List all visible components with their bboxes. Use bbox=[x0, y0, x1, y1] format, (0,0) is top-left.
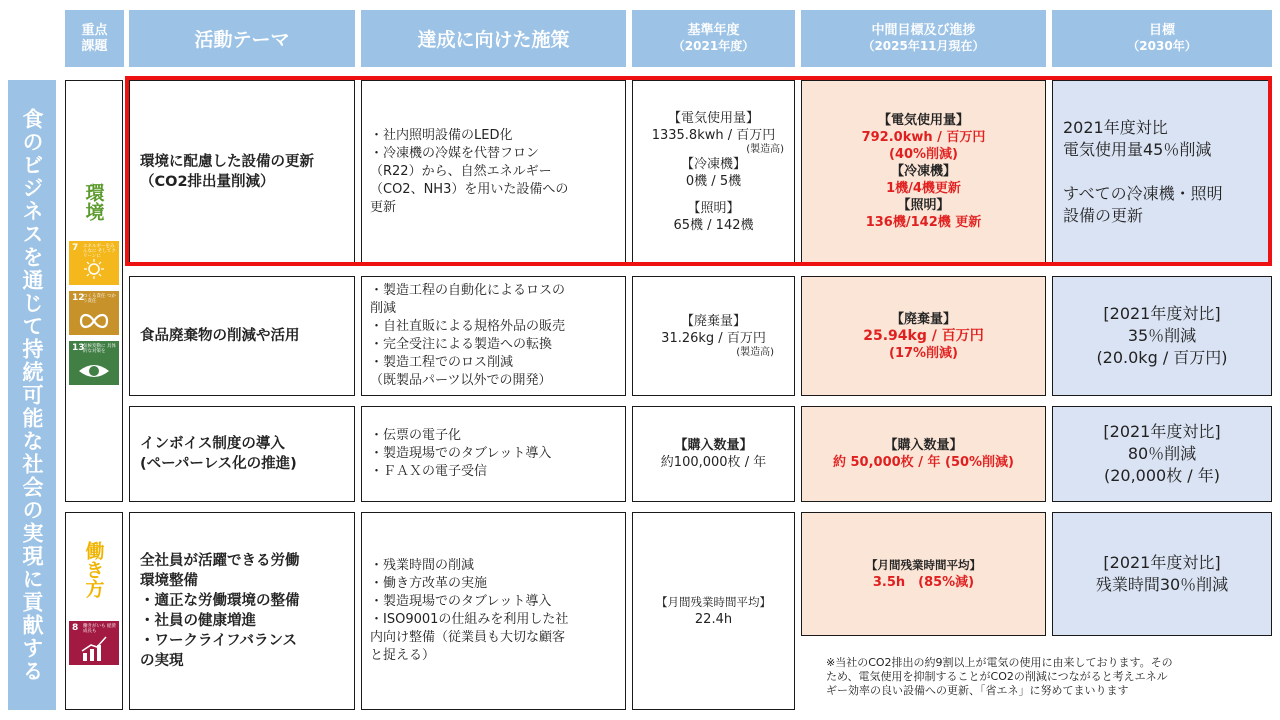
row1-base-line: 65機 / 142機 bbox=[673, 217, 754, 233]
row2-base bbox=[632, 276, 795, 396]
header-goal bbox=[1052, 10, 1272, 67]
row4-goal bbox=[1052, 512, 1272, 636]
row1-goal bbox=[1052, 80, 1272, 263]
row1-mid-line: 【電気使用量】 bbox=[877, 113, 969, 128]
row2-theme-line1: 食品廃棄物の削減や活用 bbox=[140, 328, 300, 344]
row4-measure-line: ・製造現場でのタブレット導入 bbox=[370, 594, 552, 609]
row2-goal bbox=[1052, 276, 1272, 396]
header-mid-line2: （2025年11月現在） bbox=[862, 39, 985, 53]
row1-base-line: (製造高) bbox=[746, 143, 784, 155]
header-theme: 活動テーマ bbox=[129, 10, 355, 67]
row3-theme bbox=[129, 406, 355, 502]
header-priority-line1: 重点 bbox=[81, 22, 108, 38]
category-environment-label bbox=[66, 183, 121, 221]
row1-measure-line: 更新 bbox=[370, 199, 397, 215]
row2-mid bbox=[801, 276, 1046, 396]
sdg-13-number: 13 bbox=[72, 343, 85, 353]
footnote-line: ※当社のCO2排出の約9割以上が電気の使用に由来しております。その bbox=[826, 656, 1173, 669]
row1-measure-line: （CO2、NH3）を用いた設備への bbox=[370, 181, 569, 197]
row2-mid-line: (17%削減) bbox=[889, 345, 958, 361]
category-environment-text: 環境 bbox=[82, 183, 105, 221]
row3-mid bbox=[801, 406, 1046, 502]
row1-goal-line: 設備の更新 bbox=[1063, 205, 1144, 225]
row1-theme-line2: （CO2排出量削減） bbox=[140, 173, 275, 190]
footnote-line: ため、電気使用を抑制することがCO2の削減につながると考えエネル bbox=[826, 670, 1168, 683]
row4-measure-line: 内向け整備（従業員も大切な顧客 bbox=[370, 630, 566, 645]
row4-theme-line: ・社員の健康増進 bbox=[140, 613, 256, 629]
row2-goal-line: (20.0kg / 百万円) bbox=[1096, 348, 1228, 367]
header-base-line1: 基準年度 bbox=[687, 23, 740, 38]
sdg-13-text: 気候変動に 具体的な対策を bbox=[83, 344, 116, 354]
row1-mid-line: 【冷凍機】 bbox=[890, 164, 956, 179]
row3-goal bbox=[1052, 406, 1272, 502]
row1-base-line: 0機 / 5機 bbox=[685, 173, 742, 189]
header-mid bbox=[801, 10, 1046, 67]
row4-base-line: 【月間残業時間平均】 bbox=[656, 595, 771, 609]
header-base-line2: （2021年度） bbox=[672, 39, 755, 53]
sdg-8-number: 8 bbox=[72, 623, 79, 633]
row1-mid bbox=[801, 80, 1046, 263]
row1-measure-line: （R22）から、自然エネルギー bbox=[370, 163, 552, 179]
row4-theme bbox=[129, 512, 355, 710]
row4-theme-line: 環境整備 bbox=[140, 573, 198, 589]
row4-goal-line: 残業時間30％削減 bbox=[1095, 575, 1229, 594]
row1-base-line: 1335.8kwh / 百万円 bbox=[651, 127, 776, 143]
row1-mid-line: 【照明】 bbox=[897, 198, 950, 213]
sidebar-title bbox=[8, 80, 56, 710]
header-mid-line1: 中間目標及び進捗 bbox=[871, 23, 976, 38]
row2-measures bbox=[361, 276, 626, 396]
category-workstyle bbox=[65, 512, 123, 710]
header-base bbox=[632, 10, 795, 67]
row1-theme bbox=[129, 80, 355, 263]
row2-goal-line: [2021年度対比] bbox=[1103, 304, 1221, 323]
growth-chart-icon bbox=[69, 621, 119, 665]
row2-base-line: (製造高) bbox=[736, 347, 774, 358]
category-workstyle-text: 働き方 bbox=[82, 541, 105, 598]
row2-base-line: 31.26kg / 百万円 bbox=[661, 331, 766, 346]
row4-base bbox=[632, 512, 795, 710]
row1-theme-line1: 環境に配慮した設備の更新 bbox=[140, 153, 314, 170]
category-workstyle-label bbox=[66, 541, 121, 598]
row3-measure-line: ・製造現場でのタブレット導入 bbox=[370, 446, 552, 461]
row3-goal-line: 80％削減 bbox=[1127, 444, 1197, 463]
row3-measure-line: ・ＦＡＸの電子受信 bbox=[370, 464, 488, 479]
row2-mid-line: 【廃棄量】 bbox=[890, 311, 956, 327]
row4-measure-line: ・残業時間の削減 bbox=[370, 558, 475, 573]
sdg-8-text: 働きがいも 経済成長も bbox=[83, 624, 116, 634]
row1-goal-line: すべての冷凍機・照明 bbox=[1063, 183, 1223, 203]
row2-measure-line: ・製造工程でのロス削減 bbox=[370, 355, 514, 370]
footnote bbox=[826, 656, 1272, 698]
header-goal-line2: （2030年） bbox=[1127, 39, 1197, 53]
header-goal-line1: 目標 bbox=[1148, 23, 1175, 38]
row3-base-line: 【購入数量】 bbox=[674, 438, 753, 453]
row3-goal-line: (20,000枚 / 年) bbox=[1103, 466, 1221, 485]
row1-mid-line: 136機/142機 更新 bbox=[865, 215, 982, 230]
sdg-7-number: 7 bbox=[72, 243, 79, 253]
row1-base-line: 【照明】 bbox=[687, 200, 740, 216]
row3-theme-line1: インボイス制度の導入 bbox=[140, 436, 285, 452]
sun-icon bbox=[69, 241, 119, 285]
header-measures: 達成に向けた施策 bbox=[361, 10, 626, 67]
row3-mid-line: 【購入数量】 bbox=[884, 438, 963, 453]
row4-theme-line: 全社員が活躍できる労働 bbox=[140, 553, 300, 569]
row4-measures bbox=[361, 512, 626, 710]
row2-goal-line: 35％削減 bbox=[1127, 326, 1197, 345]
header-priority bbox=[65, 10, 124, 67]
infinity-icon bbox=[69, 291, 119, 335]
row3-base bbox=[632, 406, 795, 502]
sdg-7-text: エネルギーをみんなに そしてクリーンに bbox=[83, 244, 116, 259]
row1-base-line: 【電気使用量】 bbox=[667, 110, 759, 126]
row1-mid-line: (40%削減) bbox=[889, 147, 958, 162]
sdg-13-badge bbox=[69, 341, 119, 385]
row2-measure-line: （既製品パーツ以外での開発） bbox=[370, 373, 552, 388]
sdg-12-number: 12 bbox=[72, 293, 85, 303]
row4-theme-line: の実現 bbox=[140, 653, 184, 669]
row1-base-line: 【冷凍機】 bbox=[680, 156, 746, 172]
row1-goal-line: 2021年度対比 bbox=[1063, 117, 1168, 137]
row3-mid-line: 約 50,000枚 / 年 (50%削減) bbox=[832, 455, 1015, 470]
row2-measure-line: ・自社直販による規格外品の販売 bbox=[370, 319, 566, 334]
row4-theme-line: ・適正な労働環境の整備 bbox=[140, 593, 300, 609]
row4-mid bbox=[801, 512, 1046, 636]
row2-measure-line: 削減 bbox=[370, 301, 397, 316]
sdg-7-badge bbox=[69, 241, 119, 285]
row4-mid-line: 【月間残業時間平均】 bbox=[866, 558, 981, 572]
row1-measure-line: ・冷凍機の冷媒を代替フロン bbox=[370, 145, 540, 161]
row4-measure-line: ・ISO9001の仕組みを利用した社 bbox=[370, 612, 569, 627]
row1-goal-line: 電気使用量45％削減 bbox=[1063, 139, 1212, 159]
row4-mid-line: 3.5h (85%減) bbox=[872, 575, 975, 590]
row3-measures bbox=[361, 406, 626, 502]
row2-base-line: 【廃棄量】 bbox=[680, 314, 746, 329]
row3-base-line: 約100,000枚 / 年 bbox=[660, 455, 767, 470]
row1-mid-line: 1機/4機更新 bbox=[886, 181, 961, 196]
sdg-12-badge bbox=[69, 291, 119, 335]
sdg-12-text: つくる責任 つかう責任 bbox=[83, 294, 116, 304]
footnote-line: ギー効率の良い設備への更新、「省エネ」に努めてまいります bbox=[826, 684, 1129, 697]
row4-theme-line: ・ワークライフバランス bbox=[140, 633, 298, 649]
row3-goal-line: [2021年度対比] bbox=[1103, 422, 1221, 441]
row2-measure-line: ・完全受注による製造への転換 bbox=[370, 337, 553, 352]
row1-measure-line: ・社内照明設備のLED化 bbox=[370, 127, 513, 143]
row1-mid-line: 792.0kwh / 百万円 bbox=[861, 130, 986, 145]
row3-measure-line: ・伝票の電子化 bbox=[370, 428, 462, 443]
sidebar-title-text: 食のビジネスを通じて持続可能な社会の実現に貢献する bbox=[20, 107, 44, 683]
row4-base-line: 22.4h bbox=[694, 612, 733, 627]
row4-measure-line: と捉える） bbox=[370, 648, 436, 663]
row2-theme bbox=[129, 276, 355, 396]
header-priority-line2: 課題 bbox=[81, 38, 108, 54]
row2-mid-line: 25.94kg / 百万円 bbox=[863, 327, 984, 344]
row1-base bbox=[632, 80, 795, 263]
row2-measure-line: ・製造工程の自動化によるロスの bbox=[370, 283, 566, 298]
eye-earth-icon bbox=[69, 341, 119, 385]
row3-theme-line2: (ペーパーレス化の推進) bbox=[140, 456, 297, 472]
row4-goal-line: [2021年度対比] bbox=[1103, 553, 1221, 572]
sdg-8-badge bbox=[69, 621, 119, 665]
row4-measure-line: ・働き方改革の実施 bbox=[370, 576, 488, 591]
category-environment bbox=[65, 80, 123, 502]
row1-measures bbox=[361, 80, 626, 263]
